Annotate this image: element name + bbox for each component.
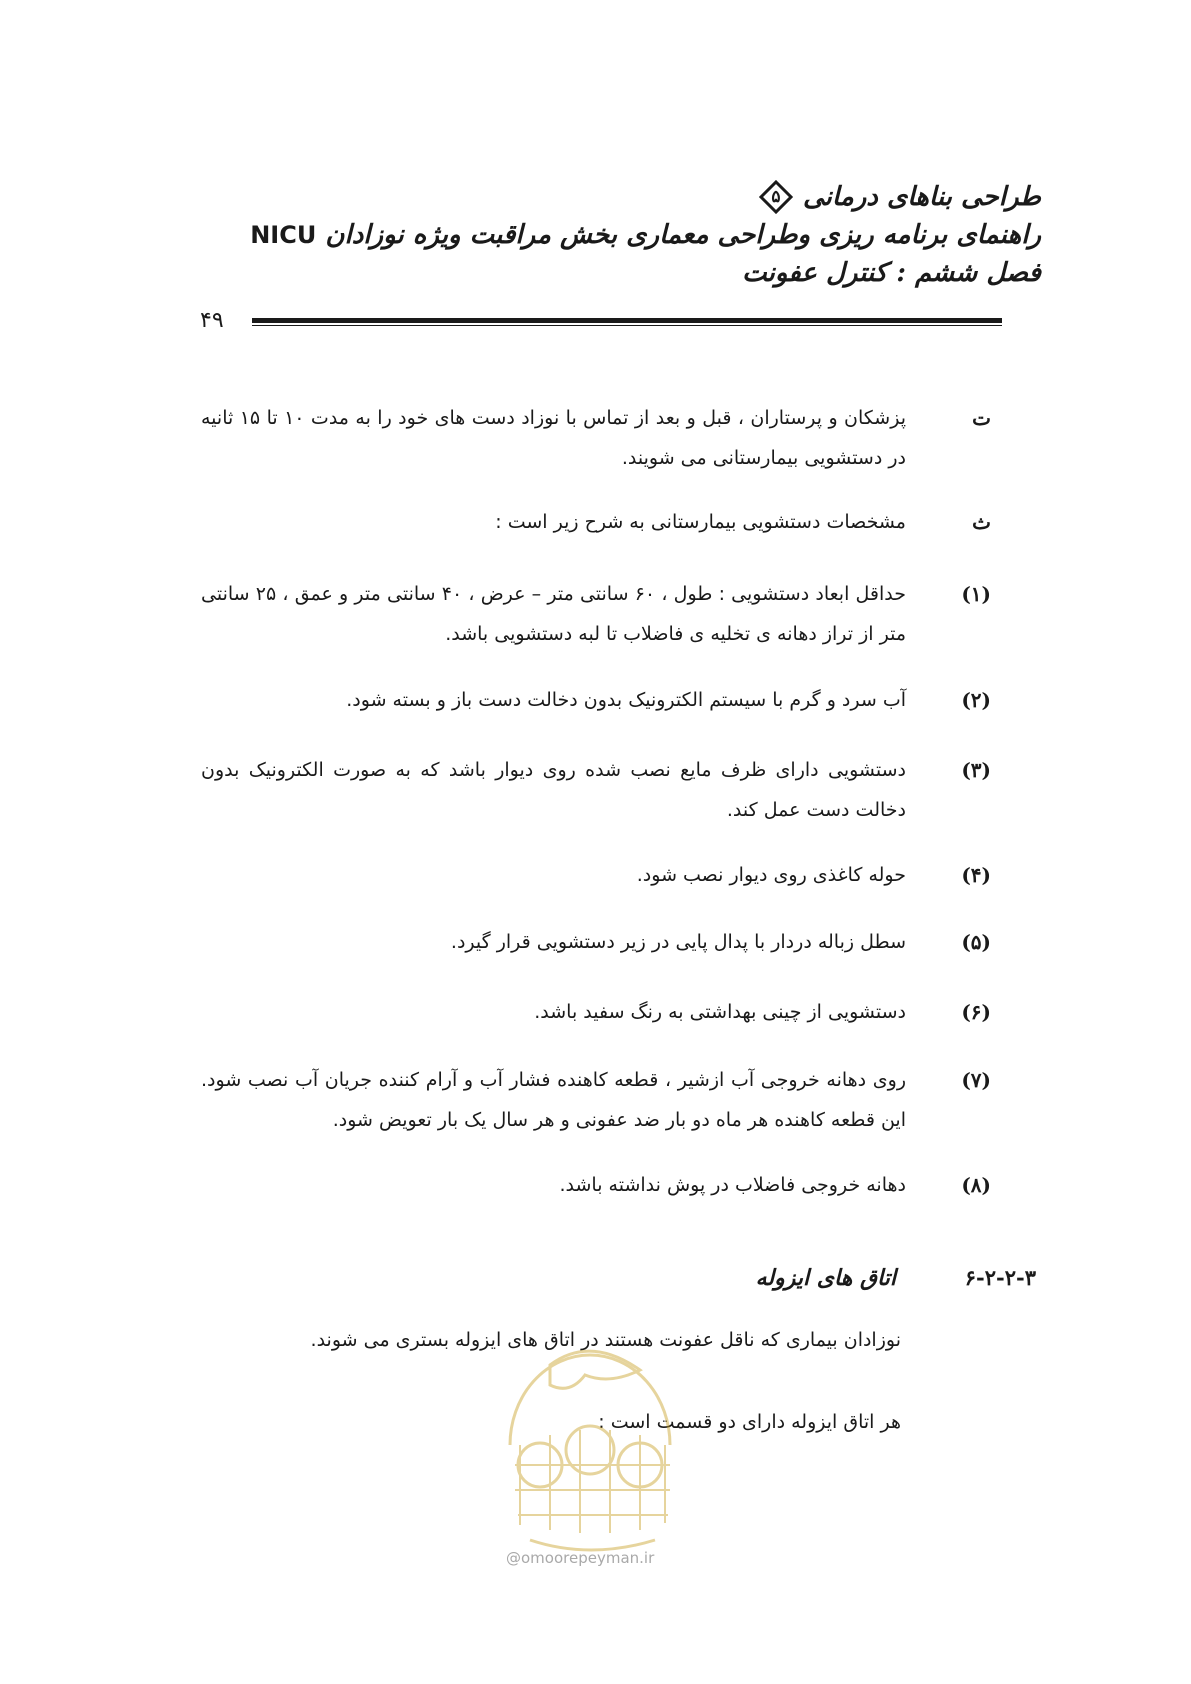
section-title: اتاق های ایزوله: [755, 1265, 896, 1291]
section-number: ۶-۲-۲-۳: [964, 1265, 1036, 1290]
seal-icon: [490, 1325, 690, 1565]
watermark-text: @omoorepeyman.ir: [506, 1549, 655, 1567]
item-text: دهانه خروجی فاضلاب در پوش نداشته باشد.: [559, 1174, 906, 1196]
item-text: دستشویی دارای ظرف مایع نصب شده روی دیوار باشد که به صورت الکترونیک بدون دخالت دست عمل کند.: [201, 759, 906, 821]
list-item: [201, 680, 991, 720]
watermark-seal: [490, 1325, 690, 1565]
item-marker: (۳): [961, 758, 991, 782]
chapter-title: فصل ششم : کنترل عفونت: [742, 258, 1041, 288]
page-header: [250, 178, 1041, 292]
nicu-tag: NICU: [250, 221, 317, 249]
item-text: دستشویی از چینی بهداشتی به رنگ سفید باشد.: [534, 1001, 906, 1023]
list-item: [201, 398, 991, 478]
paragraph: نوزادان بیماری که ناقل عفونت هستند در اتاق های ایزوله بستری می شوند.: [310, 1329, 901, 1351]
item-marker: (۴): [961, 863, 991, 887]
header-line-2: [250, 216, 1041, 254]
item-marker: (۵): [961, 930, 991, 954]
list-item: [201, 574, 991, 654]
list-item: [201, 502, 991, 542]
item-text: مشخصات دستشویی بیمارستانی به شرح زیر است :: [495, 511, 906, 533]
item-marker: (۷): [961, 1068, 991, 1092]
item-marker: (۱): [961, 582, 991, 606]
header-line-1: [281, 178, 1041, 216]
item-marker: (۲): [961, 688, 991, 712]
list-item: [201, 750, 991, 830]
item-marker: (۸): [961, 1173, 991, 1197]
list-item: [201, 1165, 991, 1205]
item-marker: (۶): [961, 1000, 991, 1024]
list-item: [201, 855, 991, 895]
item-marker: ت: [972, 406, 991, 430]
header-rule: [252, 318, 1002, 326]
paragraph: هر اتاق ایزوله دارای دو قسمت است :: [598, 1411, 901, 1433]
guide-title: راهنمای برنامه ریزی وطراحی معماری بخش مراقبت ویژه نوزادان: [325, 220, 1041, 250]
book-series-title: طراحی بناهای درمانی: [803, 182, 1041, 212]
item-text: روی دهانه خروجی آب ازشیر ، قطعه کاهنده فشار آب و آرام کننده جریان آب نصب شود. این قطعه کاهنده هر ماه دو بار ضد عفونی و هر سال یک بار تعویض شود.: [201, 1069, 906, 1131]
item-text: حداقل ابعاد دستشویی : طول ، ۶۰ سانتی متر – عرض ، ۴۰ سانتی متر و عمق ، ۲۵ سانتی متر از تراز دهانه ی تخلیه ی فاضلاب تا لبه دستشویی باشد.: [201, 583, 907, 645]
item-text: حوله کاغذی روی دیوار نصب شود.: [636, 864, 906, 886]
item-marker: ث: [972, 510, 991, 534]
item-text: آب سرد و گرم با سیستم الکترونیک بدون دخالت دست باز و بسته شود.: [346, 689, 906, 711]
item-text: سطل زباله دردار با پدال پایی در زیر دستشویی قرار گیرد.: [450, 931, 906, 953]
item-text: پزشکان و پرستاران ، قبل و بعد از تماس با نوزاد دست های خود را به مدت ۱۰ تا ۱۵ ثانیه در دستشویی بیمارستانی می شویند.: [201, 407, 906, 469]
volume-badge: [759, 180, 793, 214]
section-heading: [756, 1265, 1036, 1291]
volume-number: ۵: [771, 187, 781, 207]
list-item: [201, 992, 991, 1032]
page-number: ۴۹: [200, 308, 224, 333]
list-item: [201, 1060, 991, 1140]
list-item: [201, 922, 991, 962]
